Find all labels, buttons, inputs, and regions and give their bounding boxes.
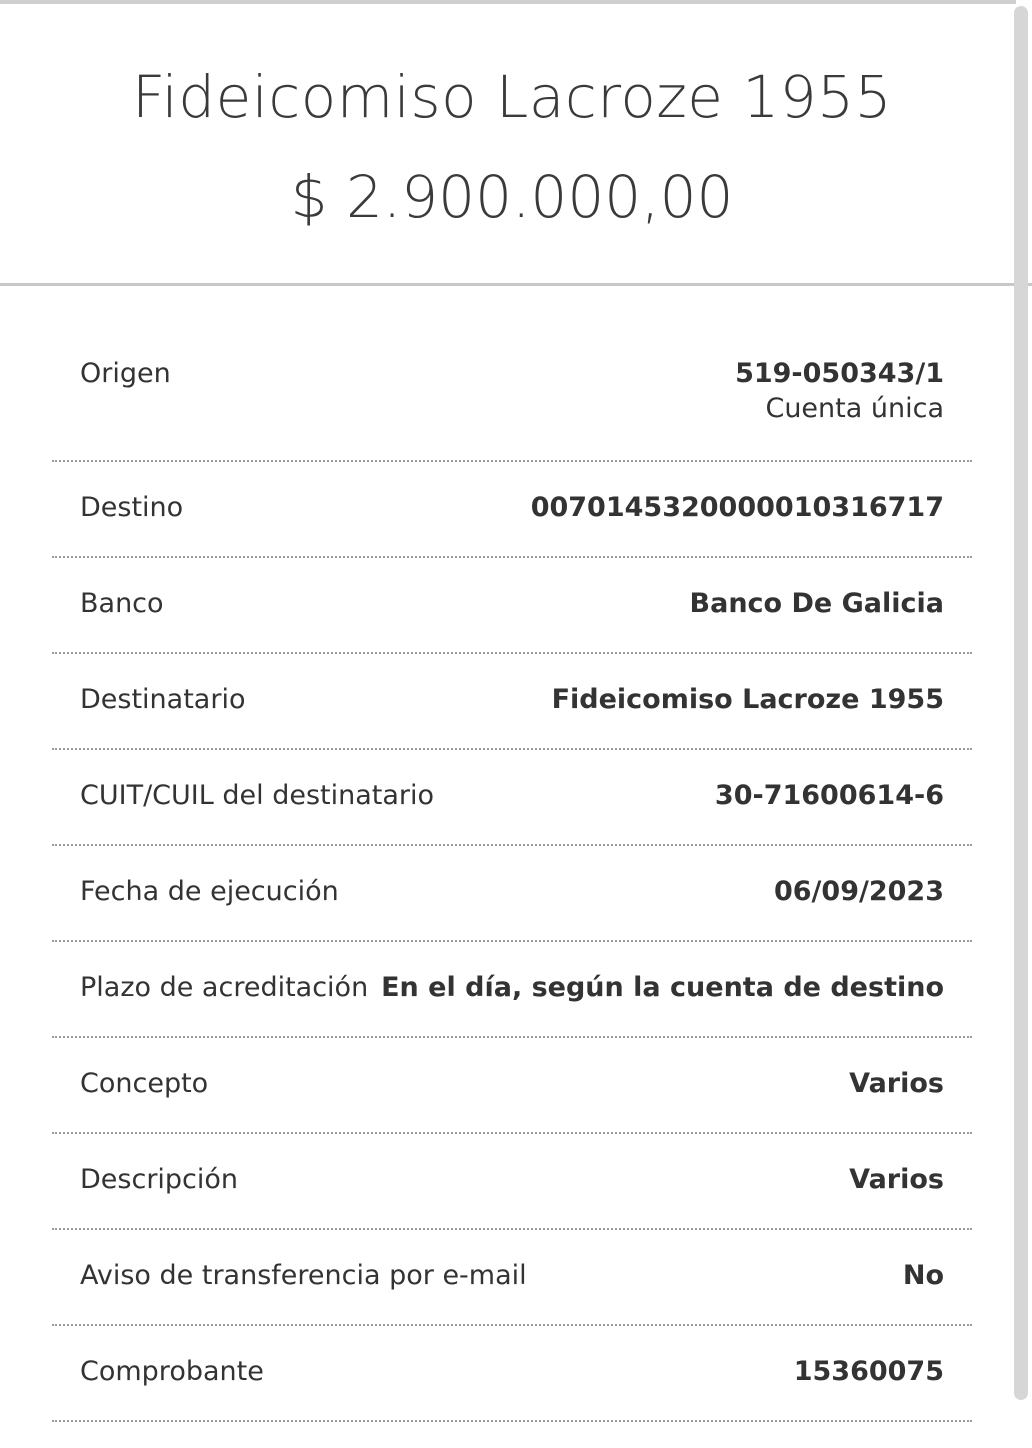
transfer-amount: $ 2.900.000,00	[290, 163, 734, 231]
transfer-details	[52, 330, 972, 1422]
detail-row-cuit	[52, 750, 972, 846]
detail-value: Varios	[849, 1068, 944, 1099]
detail-value: Fideicomiso Lacroze 1955	[551, 684, 944, 715]
detail-value: 15360075	[793, 1356, 944, 1387]
detail-label: Banco	[80, 588, 164, 619]
detail-label: CUIT/CUIL del destinatario	[80, 780, 435, 811]
detail-value: 30-71600614-6	[714, 780, 944, 811]
detail-value: No	[902, 1260, 944, 1291]
detail-value: 0070145320000010316717	[530, 492, 944, 523]
detail-label: Aviso de transferencia por e-mail	[80, 1260, 527, 1291]
detail-label: Origen	[80, 358, 171, 389]
detail-row-fecha	[52, 846, 972, 942]
detail-label: Comprobante	[80, 1356, 264, 1387]
detail-value: Varios	[849, 1164, 944, 1195]
origin-account: 519-050343/1	[735, 358, 944, 389]
detail-row-descripcion	[52, 1134, 972, 1230]
detail-row-origen	[52, 330, 972, 462]
scrollbar[interactable]	[1014, 6, 1028, 1400]
detail-value: 06/09/2023	[773, 876, 944, 907]
detail-value: Banco De Galicia	[689, 588, 944, 619]
detail-label: Descripción	[80, 1164, 239, 1195]
detail-row-comprobante	[52, 1326, 972, 1422]
detail-label: Destino	[80, 492, 184, 523]
detail-row-destino	[52, 462, 972, 558]
detail-row-aviso	[52, 1230, 972, 1326]
transfer-header	[0, 4, 1032, 284]
detail-label: Fecha de ejecución	[80, 876, 339, 907]
detail-row-plazo	[52, 942, 972, 1038]
detail-row-destinatario	[52, 654, 972, 750]
detail-value	[735, 358, 944, 424]
recipient-title: Fideicomiso Lacroze 1955	[132, 63, 892, 131]
detail-label: Destinatario	[80, 684, 246, 715]
detail-row-banco	[52, 558, 972, 654]
origin-account-type: Cuenta única	[765, 393, 944, 424]
detail-label: Plazo de acreditación	[80, 972, 369, 1003]
detail-value: En el día, según la cuenta de destino	[381, 972, 944, 1003]
detail-label: Concepto	[80, 1068, 209, 1099]
header-divider	[0, 283, 1032, 286]
detail-row-concepto	[52, 1038, 972, 1134]
